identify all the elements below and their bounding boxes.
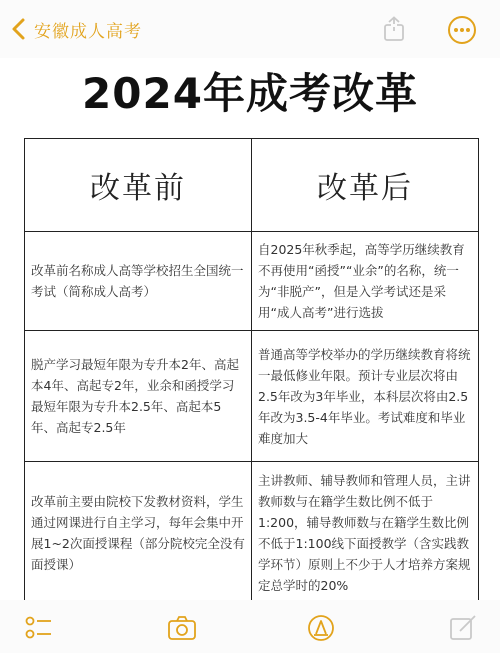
chevron-left-icon xyxy=(8,16,30,42)
table-cell: 主讲教师、辅导教师和管理人员，主讲教师数与在籍学生数比例不低于1:200，辅导教师数与在籍学生数比例不低于1:100线下面授教学（含实践教学环节）原则上不少于人才培养方案规定总学时的20% xyxy=(252,462,479,605)
more-icon[interactable] xyxy=(447,15,477,45)
table-cell: 改革前名称成人高等学校招生全国统一考试（简称成人高考） xyxy=(25,232,252,331)
table-cell: 普通高等学校举办的学历继续教育将统一最低修业年限。预计专业层次将由2.5年改为3年毕业，本科层次将由2.5年改为3.5-4年毕业。考试难度和毕业难度加大 xyxy=(252,331,479,462)
table-cell: 自2025年秋季起，高等学历继续教育不再使用“函授”“业余”的名称，统一为“非脱产”，但是入学考试还是采用“成人高考”进行选拔 xyxy=(252,232,479,331)
table-row xyxy=(25,232,479,331)
header-before-reform: 改革前 xyxy=(25,139,252,232)
back-button[interactable] xyxy=(8,16,142,42)
table-row xyxy=(25,331,479,462)
table-cell: 改革前主要由院校下发教材资料，学生通过网课进行自主学习，每年会集中开展1~2次面授课程（部分院校完全没有面授课） xyxy=(25,462,252,605)
page-title: 2024年成考改革 xyxy=(82,69,418,118)
bottom-toolbar xyxy=(0,600,500,653)
table-header-row xyxy=(25,139,479,232)
camera-icon[interactable] xyxy=(167,614,197,642)
table-row xyxy=(25,462,479,605)
back-label: 安徽成人高考 xyxy=(34,21,142,42)
top-navigation-bar xyxy=(0,0,500,58)
share-icon[interactable] xyxy=(382,16,406,42)
table-cell: 脱产学习最短年限为专升本2年、高起本4年、高起专2年，业余和函授学习最短年限为专升本2.5年、高起本5年、高起专2.5年 xyxy=(25,331,252,462)
edit-icon[interactable] xyxy=(448,614,478,642)
list-icon[interactable] xyxy=(24,614,54,642)
header-after-reform: 改革后 xyxy=(252,139,479,232)
markup-icon[interactable] xyxy=(306,614,336,642)
comparison-table xyxy=(24,138,479,605)
